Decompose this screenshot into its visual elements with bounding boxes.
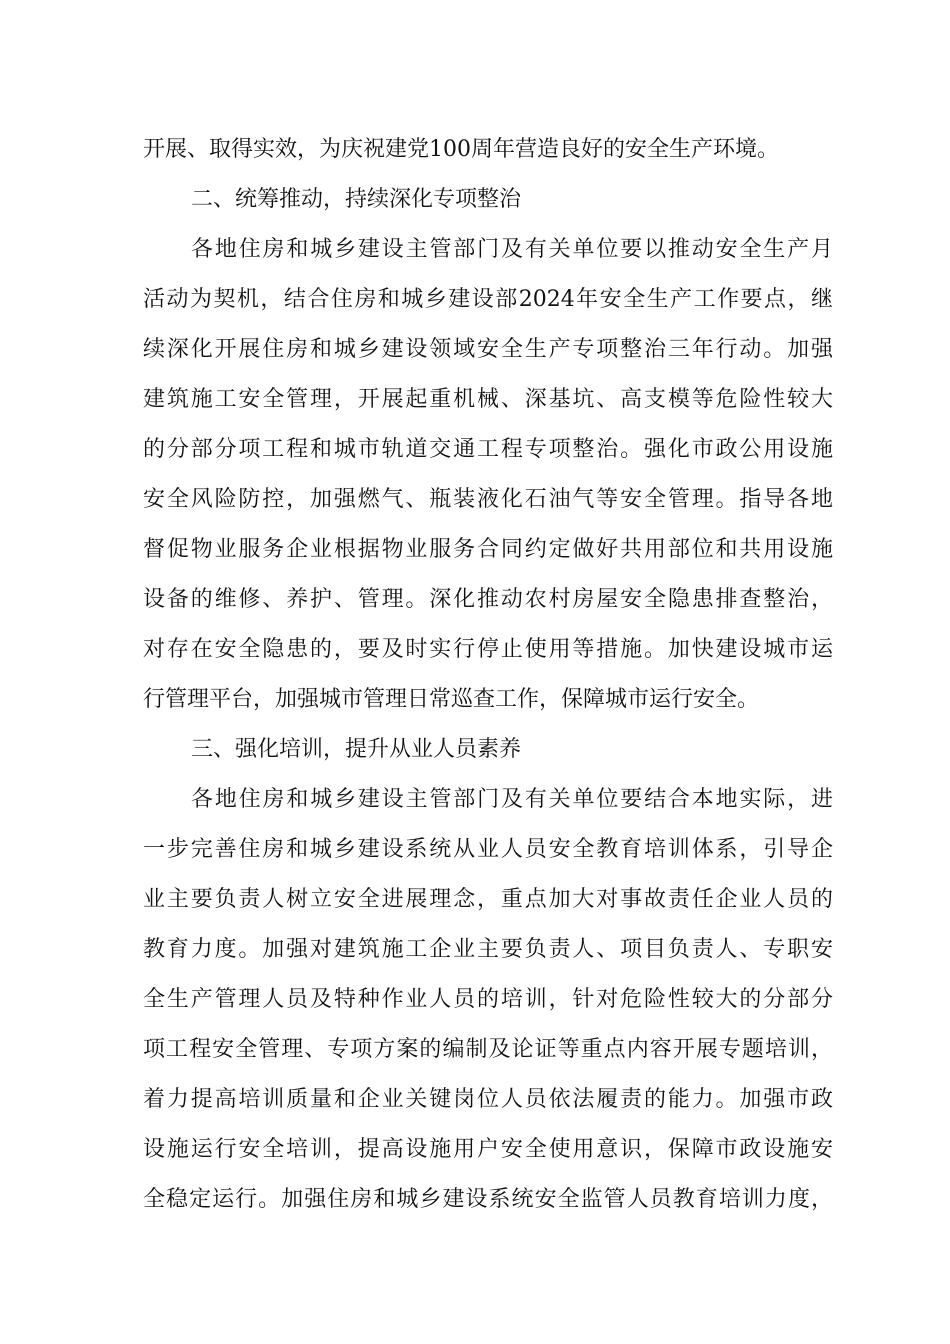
paragraph-line: 着力提高培训质量和企业关键岗位人员依法履责的能力。加强市政: [143, 1087, 833, 1112]
paragraph-line: 安全风险防控，加强燃气、瓶装液化石油气等安全管理。指导各地: [143, 487, 833, 512]
paragraph-line: 对存在安全隐患的，要及时实行停止使用等措施。加快建设城市运: [143, 637, 833, 662]
paragraph-line: 业主要负责人树立安全进展理念，重点加大对事故责任企业人员的: [143, 887, 833, 912]
paragraph-line: 项工程安全管理、专项方案的编制及论证等重点内容开展专题培训，: [143, 1037, 833, 1062]
paragraph-line: 一步完善住房和城乡建设系统从业人员安全教育培训体系，引导企: [143, 837, 833, 862]
section-heading-2: 二、统筹推动，持续深化专项整治: [191, 187, 522, 212]
paragraph-line: 各地住房和城乡建设主管部门及有关单位要结合本地实际，进: [191, 787, 833, 812]
paragraph-line: 全稳定运行。加强住房和城乡建设系统安全监管人员教育培训力度，: [143, 1187, 833, 1212]
paragraph-line: 督促物业服务企业根据物业服务合同约定做好共用部位和共用设施: [143, 537, 833, 562]
paragraph-line: 全生产管理人员及特种作业人员的培训，针对危险性较大的分部分: [143, 987, 833, 1012]
paragraph-line: 续深化开展住房和城乡建设领域安全生产专项整治三年行动。加强: [143, 337, 833, 362]
paragraph-line: 设施运行安全培训，提高设施用户安全使用意识，保障市政设施安: [143, 1137, 833, 1162]
section-heading-3: 三、强化培训，提升从业人员素养: [191, 737, 522, 762]
paragraph-line: 教育力度。加强对建筑施工企业主要负责人、项目负责人、专职安: [143, 937, 833, 962]
paragraph-line: 各地住房和城乡建设主管部门及有关单位要以推动安全生产月: [191, 237, 833, 262]
paragraph-line: 的分部分项工程和城市轨道交通工程专项整治。强化市政公用设施: [143, 437, 833, 462]
paragraph-line: 开展、取得实效，为庆祝建党100周年营造良好的安全生产环境。: [143, 137, 779, 162]
paragraph-line: 行管理平台，加强城市管理日常巡查工作，保障城市运行安全。: [143, 687, 760, 712]
paragraph-line: 活动为契机，结合住房和城乡建设部2024年安全生产工作要点，继: [143, 287, 833, 312]
paragraph-line: 设备的维修、养护、管理。深化推动农村房屋安全隐患排查整治，: [143, 587, 833, 612]
paragraph-line: 建筑施工安全管理，开展起重机械、深基坑、高支模等危险性较大: [143, 387, 833, 412]
